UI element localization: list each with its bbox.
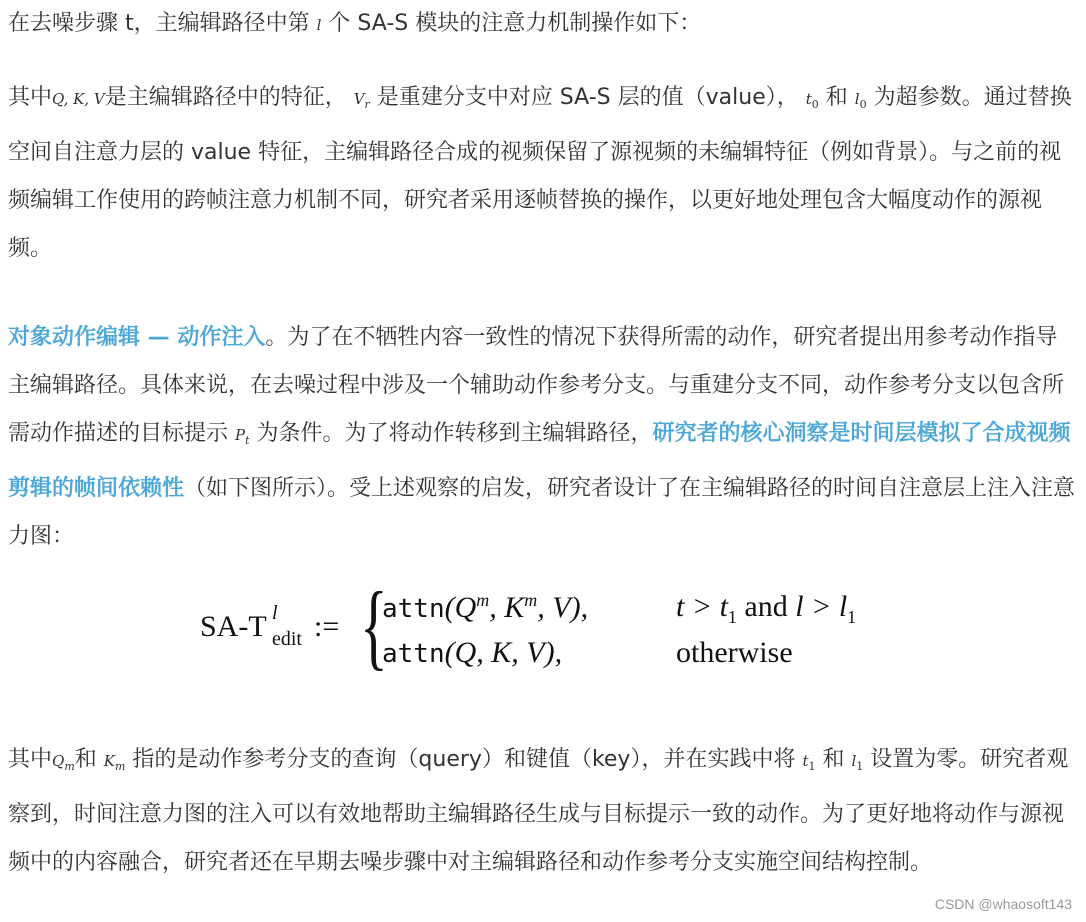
sup: m bbox=[476, 590, 490, 610]
text: 和 bbox=[825, 85, 848, 110]
sym: t bbox=[802, 752, 809, 770]
sub: 1 bbox=[808, 760, 816, 773]
formula-case-2 bbox=[382, 636, 562, 670]
sym: P bbox=[235, 426, 246, 444]
math-l1 bbox=[851, 752, 864, 773]
intro-paragraph bbox=[8, 0, 1076, 49]
section-heading: 对象动作编辑 — 动作注入 bbox=[8, 325, 266, 350]
text: 。为了在不牺牲内容一致性的情况下获得所需的动作，研究者提出用参考动作指导主编辑路径。具体来说，在去噪过程中涉及一个辅助动作参考分支。与重建分支不同，动作参考分支以包含所需动作描述的目标提示 bbox=[8, 325, 1065, 446]
math-t1 bbox=[802, 752, 816, 773]
arg: , V), bbox=[537, 591, 589, 624]
arg: , K bbox=[489, 591, 525, 624]
math-l: l bbox=[316, 16, 322, 34]
explanation-paragraph bbox=[8, 736, 1076, 887]
cond: l > l bbox=[795, 590, 848, 623]
sub: 1 bbox=[856, 760, 864, 773]
sa-t-edit-formula bbox=[200, 572, 900, 682]
sub: 0 bbox=[859, 98, 867, 111]
math-vr bbox=[353, 90, 370, 111]
sub: m bbox=[115, 760, 126, 773]
text: 和 bbox=[74, 747, 97, 772]
sub: 0 bbox=[811, 98, 819, 111]
math-qkv: Q, K, V bbox=[52, 90, 105, 108]
text: 为超参数。通过替换空间自注意力层的 value 特征，主编辑路径合成的视频保留了源视频的未编辑特征（例如背景）。与之前的视频编辑工作使用的跨帧注意力机制不同，研究者采用逐帧替换的操作，以更好地处理包含大幅度动作的源视频。 bbox=[8, 85, 1072, 261]
text: 指的是动作参考分支的查询（query）和键值（key），并在实践中将 bbox=[125, 747, 803, 772]
sub: m bbox=[64, 760, 75, 773]
sym: t bbox=[805, 90, 812, 108]
text: 其中 bbox=[8, 747, 53, 772]
sym: Q bbox=[52, 752, 65, 770]
key-insight: 研究者的核心洞察是时间层模拟了合成视频剪辑的帧间依赖性 bbox=[8, 421, 1071, 501]
lhs-text: SA-T bbox=[200, 610, 267, 643]
text: 和 bbox=[815, 747, 852, 772]
formula-lhs bbox=[200, 602, 302, 650]
left-brace: { bbox=[360, 572, 388, 679]
sym: l bbox=[851, 752, 857, 770]
math-km bbox=[103, 752, 126, 773]
motion-injection-paragraph bbox=[8, 314, 1076, 561]
sup: m bbox=[524, 590, 538, 610]
text: 为条件。为了将动作转移到主编辑路径， bbox=[249, 421, 653, 446]
formula-condition-2: otherwise bbox=[676, 636, 793, 669]
math-l0 bbox=[854, 90, 867, 111]
assign-symbol: := bbox=[314, 610, 340, 643]
definition-paragraph bbox=[8, 74, 1076, 273]
arg: (Q bbox=[444, 591, 477, 624]
math-pt bbox=[235, 426, 250, 447]
formula-case-1 bbox=[382, 590, 588, 625]
sub: r bbox=[364, 98, 370, 111]
attn: attn bbox=[382, 639, 445, 669]
arg: (Q, K, V), bbox=[444, 636, 563, 669]
text: 是主编辑路径中的特征， bbox=[104, 85, 347, 110]
text: 在去噪步骤 t，主编辑路径中第 bbox=[8, 11, 317, 36]
sym: K bbox=[103, 752, 115, 770]
sub: t bbox=[245, 434, 250, 447]
lhs-sub: edit bbox=[272, 628, 302, 650]
sub: 1 bbox=[847, 607, 857, 627]
csdn-watermark: CSDN @whaosoft143 bbox=[934, 896, 1072, 912]
attn: attn bbox=[382, 594, 445, 624]
sub: 1 bbox=[727, 607, 737, 627]
math-t0 bbox=[805, 90, 819, 111]
text: 是重建分支中对应 SA-S 层的值（value）， bbox=[376, 85, 799, 110]
text: 设置为零。研究者观察到，时间注意力图的注入可以有效地帮助主编辑路径生成与目标提示一致的动作。为了更好地将动作与源视频中的内容融合，研究者还在早期去噪步骤中对主编辑路径和动作参考分支实施空间结构控制。 bbox=[8, 747, 1069, 875]
and: and bbox=[736, 590, 796, 623]
text: （如下图所示）。受上述观察的启发，研究者设计了在主编辑路径的时间自注意层上注入注意力图： bbox=[8, 476, 1076, 549]
formula-condition-1 bbox=[676, 590, 856, 628]
text: 其中 bbox=[8, 85, 53, 110]
cond: t > t bbox=[676, 590, 728, 623]
sym: V bbox=[353, 90, 365, 108]
text: 个 SA-S 模块的注意力机制操作如下： bbox=[321, 11, 702, 36]
sym: l bbox=[854, 90, 860, 108]
lhs-sup: l bbox=[272, 602, 278, 624]
math-qm bbox=[52, 752, 75, 773]
